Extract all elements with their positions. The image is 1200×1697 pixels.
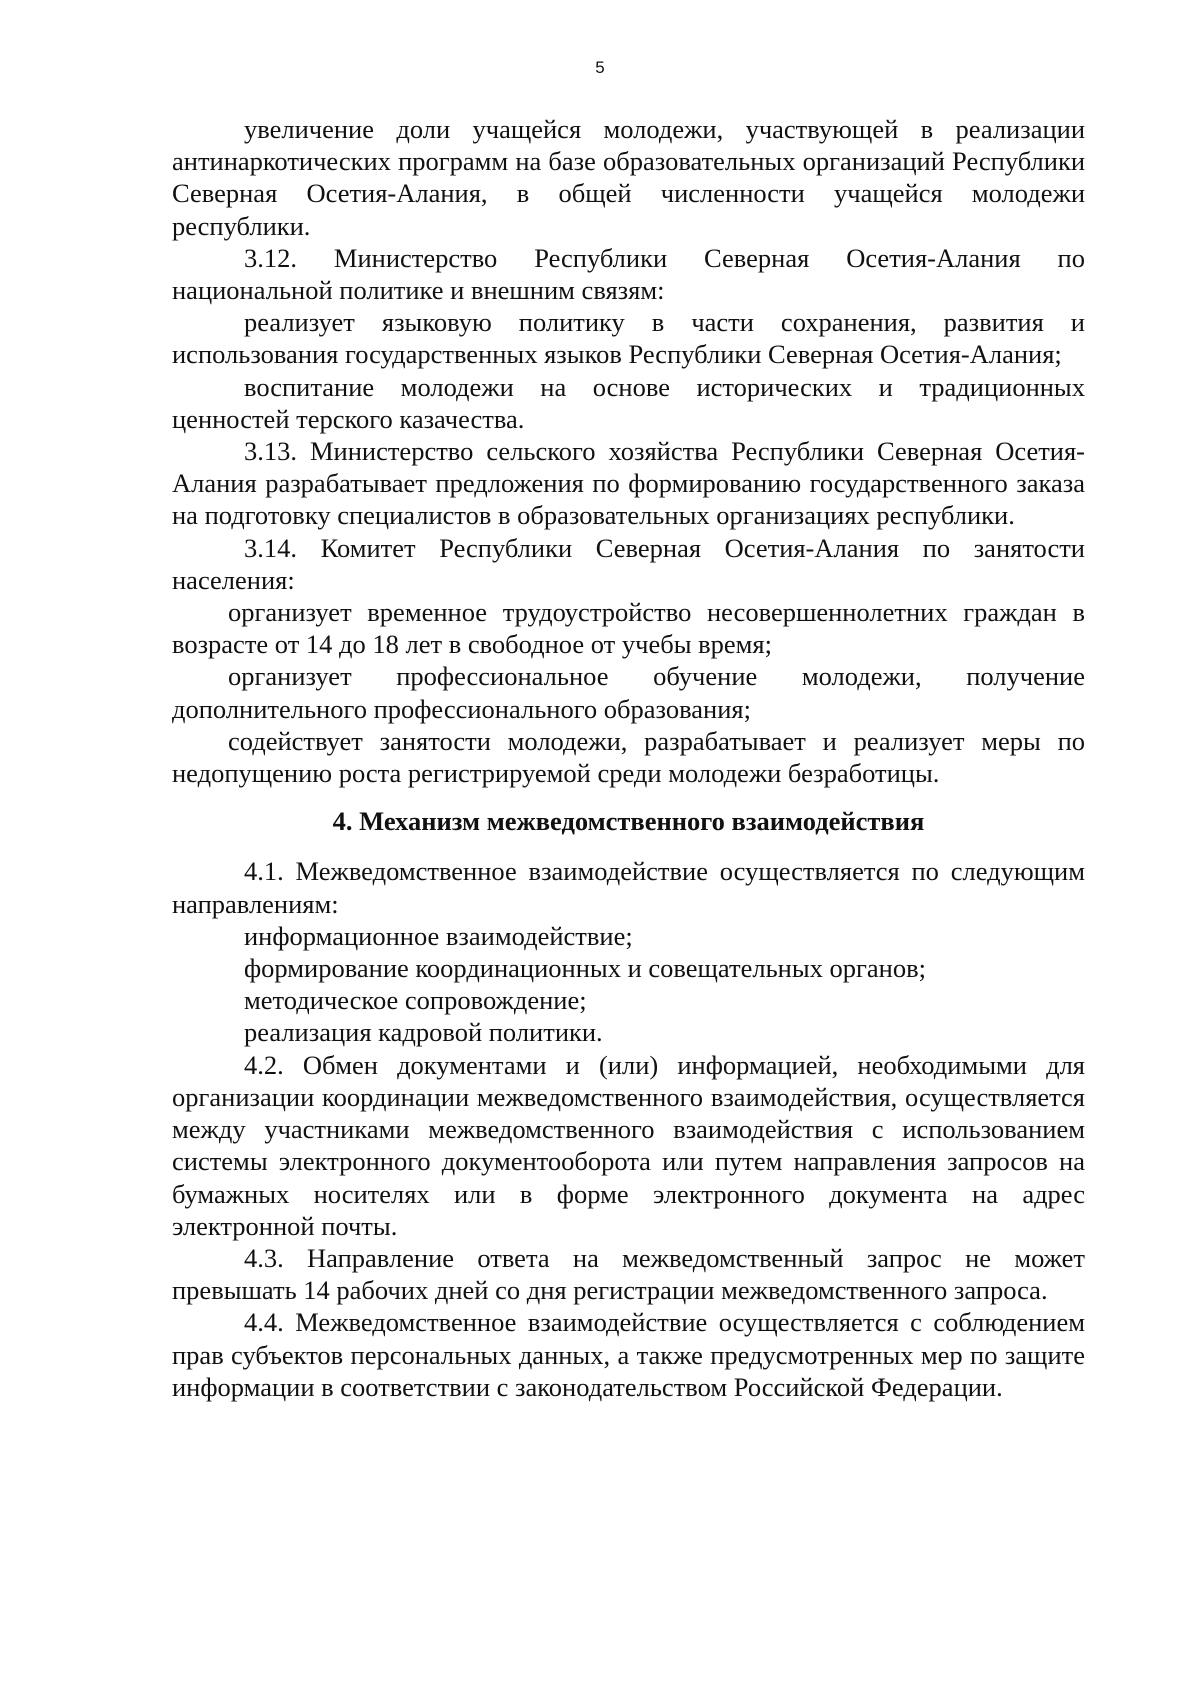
page-number: 5 (595, 58, 605, 77)
paragraph-3-12-item-2: воспитание молодежи на основе исторических и традиционных ценностей терского казачества. (172, 371, 1085, 434)
paragraph-3-12-item-1: реализует языковую политику в части сохранения, развития и использования государственных языков Республики Северная Осетия-Алания; (172, 307, 1085, 370)
paragraph-4-4: 4.4. Межведомственное взаимодействие осуществляется с соблюдением прав субъектов персональных данных, а также предусмотренных мер по защите информации в соответствии с законодательством Российской Федерации. (172, 1307, 1085, 1402)
paragraph-4-2: 4.2. Обмен документами и (или) информацией, необходимыми для организации координации межведомственного взаимодействия, осуществляется между участниками межведомственного взаимодействия с использованием системы электронного документооборота или путем направления запросов на бумажных носителях или в форме электронного документа на адрес электронной почты. (172, 1049, 1085, 1241)
paragraph-4-1-item-1: информационное взаимодействие; (244, 920, 633, 951)
document-body (172, 113, 1085, 1403)
paragraph-4-3: 4.3. Направление ответа на межведомственный запрос не может превышать 14 рабочих дней со дня регистрации межведомственного запроса. (172, 1242, 1085, 1306)
paragraph-3-14-item-2: организует профессиональное обучение молодежи, получение дополнительного профессионального образования; (172, 661, 1085, 724)
paragraph-3-11-item: увеличение доли учащейся молодежи, участвующей в реализации антинаркотических программ на базе образовательных организаций Республики Северная Осетия-Алания, в общей численности учащейся молодежи республики. (172, 114, 1085, 241)
paragraph-4-1-item-2: формирование координационных и совещательных органов; (244, 953, 926, 984)
paragraph-4-1-item-4: реализация кадровой политики. (244, 1017, 603, 1048)
paragraph-3-12: 3.12. Министерство Республики Северная Осетия-Алания по национальной политике и внешним связям: (172, 242, 1085, 306)
paragraph-4-1: 4.1. Межведомственное взаимодействие осуществляется по следующим направлениям: (172, 856, 1085, 919)
paragraph-3-14-item-1: организует временное трудоустройство несовершеннолетних граждан в возрасте от 14 до 18 лет в свободное от учебы время; (172, 597, 1085, 660)
paragraph-3-14-item-3: содействует занятости молодежи, разрабатывает и реализует меры по недопущению роста регистрируемой среди молодежи безработицы. (172, 725, 1085, 789)
paragraph-3-14: 3.14. Комитет Республики Северная Осетия-Алания по занятости населения: (172, 532, 1085, 595)
paragraph-4-1-item-3: методическое сопровождение; (244, 985, 587, 1016)
section-4-heading: 4. Механизм межведомственного взаимодействия (332, 806, 925, 837)
paragraph-3-13: 3.13. Министерство сельского хозяйства Республики Северная Осетия-Алания разрабатывает предложения по формированию государственного заказа на подготовку специалистов в образовательных организациях республики. (172, 436, 1085, 531)
